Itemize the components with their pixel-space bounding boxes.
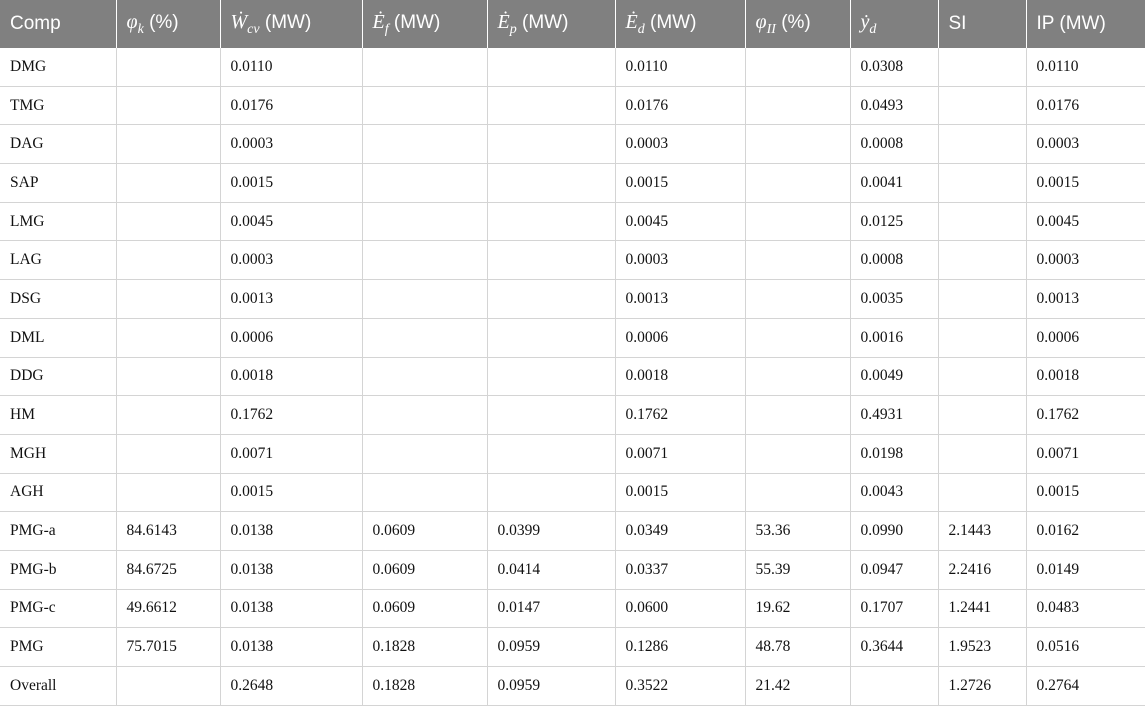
cell-si xyxy=(938,280,1026,319)
cell-w-cv: 0.0015 xyxy=(220,473,362,512)
cell-si xyxy=(938,164,1026,203)
cell-w-cv: 0.0045 xyxy=(220,202,362,241)
cell-ip: 0.0015 xyxy=(1026,473,1145,512)
cell-phi-k xyxy=(116,48,220,86)
cell-e-d: 0.0071 xyxy=(615,434,745,473)
cell-phi-k: 84.6725 xyxy=(116,550,220,589)
table-row xyxy=(0,241,1145,280)
table-row xyxy=(0,280,1145,319)
cell-ip: 0.0110 xyxy=(1026,48,1145,86)
cell-w-cv: 0.0018 xyxy=(220,357,362,396)
cell-comp: LAG xyxy=(0,241,116,280)
cell-w-cv: 0.0110 xyxy=(220,48,362,86)
cell-e-f: 0.1828 xyxy=(362,667,487,706)
cell-phi-ii xyxy=(745,164,850,203)
cell-phi-k: 49.6612 xyxy=(116,589,220,628)
cell-phi-ii xyxy=(745,396,850,435)
table-row xyxy=(0,550,1145,589)
cell-comp: PMG xyxy=(0,628,116,667)
table-row xyxy=(0,512,1145,551)
table-row xyxy=(0,628,1145,667)
cell-phi-ii xyxy=(745,86,850,125)
cell-e-p xyxy=(487,318,615,357)
cell-w-cv: 0.0138 xyxy=(220,550,362,589)
cell-si xyxy=(938,396,1026,435)
cell-w-cv: 0.0006 xyxy=(220,318,362,357)
cell-e-p xyxy=(487,473,615,512)
cell-phi-k xyxy=(116,667,220,706)
cell-e-p xyxy=(487,357,615,396)
cell-phi-k xyxy=(116,434,220,473)
cell-comp: Overall xyxy=(0,667,116,706)
header-phi-k: $\varphi_k$ (%) xyxy=(116,0,220,48)
table-row xyxy=(0,589,1145,628)
cell-e-p xyxy=(487,434,615,473)
cell-ip: 0.0483 xyxy=(1026,589,1145,628)
table-row xyxy=(0,48,1145,86)
table-body xyxy=(0,48,1145,705)
cell-comp: PMG-c xyxy=(0,589,116,628)
cell-phi-ii xyxy=(745,280,850,319)
cell-e-d: 0.0600 xyxy=(615,589,745,628)
cell-e-f: 0.1828 xyxy=(362,628,487,667)
cell-comp: PMG-b xyxy=(0,550,116,589)
table-row xyxy=(0,86,1145,125)
cell-phi-k: 84.6143 xyxy=(116,512,220,551)
cell-e-f: 0.0609 xyxy=(362,512,487,551)
cell-comp: DDG xyxy=(0,357,116,396)
header-ip: IP (MW) xyxy=(1026,0,1145,48)
header-e-f: $Ė_f$ (MW) xyxy=(362,0,487,48)
cell-e-f: 0.0609 xyxy=(362,589,487,628)
cell-w-cv: 0.0003 xyxy=(220,241,362,280)
cell-phi-ii: 21.42 xyxy=(745,667,850,706)
cell-si xyxy=(938,202,1026,241)
cell-y-d: 0.1707 xyxy=(850,589,938,628)
cell-y-d: 0.0308 xyxy=(850,48,938,86)
header-phi-ii: $\varphi_{II}$ (%) xyxy=(745,0,850,48)
cell-e-d: 0.0006 xyxy=(615,318,745,357)
header-row xyxy=(0,0,1145,48)
cell-w-cv: 0.2648 xyxy=(220,667,362,706)
cell-w-cv: 0.0138 xyxy=(220,589,362,628)
cell-phi-ii: 53.36 xyxy=(745,512,850,551)
cell-si: 2.2416 xyxy=(938,550,1026,589)
cell-w-cv: 0.0071 xyxy=(220,434,362,473)
cell-e-p xyxy=(487,164,615,203)
cell-e-p: 0.0414 xyxy=(487,550,615,589)
header-y-d: ẏ$_d$ xyxy=(850,0,938,48)
cell-e-p xyxy=(487,202,615,241)
cell-y-d: 0.0947 xyxy=(850,550,938,589)
cell-si: 2.1443 xyxy=(938,512,1026,551)
cell-phi-ii xyxy=(745,241,850,280)
cell-e-d: 0.1286 xyxy=(615,628,745,667)
cell-e-f: 0.0609 xyxy=(362,550,487,589)
cell-comp: PMG-a xyxy=(0,512,116,551)
cell-e-p xyxy=(487,86,615,125)
cell-w-cv: 0.0138 xyxy=(220,512,362,551)
cell-e-p xyxy=(487,125,615,164)
cell-comp: MGH xyxy=(0,434,116,473)
cell-e-f xyxy=(362,473,487,512)
header-comp: Comp xyxy=(0,0,116,48)
cell-ip: 0.0006 xyxy=(1026,318,1145,357)
cell-e-d: 0.0349 xyxy=(615,512,745,551)
cell-e-f xyxy=(362,48,487,86)
cell-comp: DML xyxy=(0,318,116,357)
cell-phi-k xyxy=(116,86,220,125)
cell-e-d: 0.0015 xyxy=(615,473,745,512)
cell-y-d: 0.4931 xyxy=(850,396,938,435)
table-row xyxy=(0,202,1145,241)
cell-e-p: 0.0399 xyxy=(487,512,615,551)
cell-y-d: 0.0035 xyxy=(850,280,938,319)
header-w-cv: Ẇ$_{cv}$ (MW) xyxy=(220,0,362,48)
cell-phi-k xyxy=(116,357,220,396)
cell-e-f xyxy=(362,434,487,473)
cell-phi-ii: 19.62 xyxy=(745,589,850,628)
header-e-p: $Ė_p$ (MW) xyxy=(487,0,615,48)
cell-ip: 0.0516 xyxy=(1026,628,1145,667)
cell-e-d: 0.1762 xyxy=(615,396,745,435)
cell-si: 1.2441 xyxy=(938,589,1026,628)
cell-phi-k xyxy=(116,202,220,241)
cell-y-d: 0.0041 xyxy=(850,164,938,203)
cell-ip: 0.0003 xyxy=(1026,241,1145,280)
cell-phi-ii xyxy=(745,202,850,241)
cell-e-f xyxy=(362,318,487,357)
cell-ip: 0.0149 xyxy=(1026,550,1145,589)
cell-e-p: 0.0147 xyxy=(487,589,615,628)
table-row xyxy=(0,318,1145,357)
table-row xyxy=(0,667,1145,706)
cell-e-f xyxy=(362,241,487,280)
cell-ip: 0.1762 xyxy=(1026,396,1145,435)
cell-si xyxy=(938,125,1026,164)
cell-phi-k xyxy=(116,164,220,203)
cell-e-f xyxy=(362,202,487,241)
header-si: SI xyxy=(938,0,1026,48)
cell-si xyxy=(938,86,1026,125)
cell-ip: 0.0071 xyxy=(1026,434,1145,473)
cell-si xyxy=(938,357,1026,396)
table-row xyxy=(0,125,1145,164)
table-row xyxy=(0,396,1145,435)
cell-e-f xyxy=(362,86,487,125)
cell-comp: TMG xyxy=(0,86,116,125)
cell-y-d: 0.0493 xyxy=(850,86,938,125)
cell-si xyxy=(938,434,1026,473)
cell-e-p xyxy=(487,48,615,86)
cell-y-d: 0.0008 xyxy=(850,125,938,164)
cell-y-d xyxy=(850,667,938,706)
cell-phi-k xyxy=(116,473,220,512)
cell-phi-k: 75.7015 xyxy=(116,628,220,667)
table-row xyxy=(0,473,1145,512)
cell-y-d: 0.0125 xyxy=(850,202,938,241)
cell-ip: 0.0013 xyxy=(1026,280,1145,319)
cell-y-d: 0.0043 xyxy=(850,473,938,512)
cell-w-cv: 0.0015 xyxy=(220,164,362,203)
cell-comp: DAG xyxy=(0,125,116,164)
cell-ip: 0.0015 xyxy=(1026,164,1145,203)
cell-phi-ii xyxy=(745,125,850,164)
cell-phi-ii: 55.39 xyxy=(745,550,850,589)
cell-ip: 0.0176 xyxy=(1026,86,1145,125)
table-row xyxy=(0,164,1145,203)
cell-si: 1.2726 xyxy=(938,667,1026,706)
cell-e-f xyxy=(362,280,487,319)
cell-e-d: 0.0018 xyxy=(615,357,745,396)
cell-y-d: 0.0049 xyxy=(850,357,938,396)
cell-si xyxy=(938,48,1026,86)
cell-e-p xyxy=(487,396,615,435)
table-row xyxy=(0,434,1145,473)
cell-w-cv: 0.0176 xyxy=(220,86,362,125)
cell-phi-ii: 48.78 xyxy=(745,628,850,667)
cell-e-d: 0.0337 xyxy=(615,550,745,589)
cell-e-d: 0.0176 xyxy=(615,86,745,125)
header-e-d: $Ė_d$ (MW) xyxy=(615,0,745,48)
cell-e-f xyxy=(362,164,487,203)
cell-comp: DMG xyxy=(0,48,116,86)
cell-ip: 0.0003 xyxy=(1026,125,1145,164)
cell-si xyxy=(938,241,1026,280)
cell-y-d: 0.0990 xyxy=(850,512,938,551)
table-row xyxy=(0,357,1145,396)
cell-e-f xyxy=(362,396,487,435)
cell-w-cv: 0.0013 xyxy=(220,280,362,319)
cell-e-p: 0.0959 xyxy=(487,667,615,706)
cell-e-d: 0.0003 xyxy=(615,125,745,164)
cell-e-p: 0.0959 xyxy=(487,628,615,667)
cell-e-f xyxy=(362,357,487,396)
cell-e-d: 0.0003 xyxy=(615,241,745,280)
cell-comp: AGH xyxy=(0,473,116,512)
cell-e-d: 0.0013 xyxy=(615,280,745,319)
cell-y-d: 0.3644 xyxy=(850,628,938,667)
cell-phi-k xyxy=(116,280,220,319)
cell-phi-ii xyxy=(745,434,850,473)
cell-si: 1.9523 xyxy=(938,628,1026,667)
cell-w-cv: 0.0003 xyxy=(220,125,362,164)
cell-phi-ii xyxy=(745,473,850,512)
cell-comp: LMG xyxy=(0,202,116,241)
cell-e-p xyxy=(487,241,615,280)
cell-ip: 0.0162 xyxy=(1026,512,1145,551)
cell-e-d: 0.0015 xyxy=(615,164,745,203)
cell-phi-ii xyxy=(745,318,850,357)
cell-phi-k xyxy=(116,125,220,164)
cell-w-cv: 0.0138 xyxy=(220,628,362,667)
table-header xyxy=(0,0,1145,48)
cell-e-f xyxy=(362,125,487,164)
cell-y-d: 0.0008 xyxy=(850,241,938,280)
cell-comp: DSG xyxy=(0,280,116,319)
cell-phi-ii xyxy=(745,48,850,86)
cell-e-d: 0.3522 xyxy=(615,667,745,706)
cell-phi-k xyxy=(116,318,220,357)
cell-y-d: 0.0016 xyxy=(850,318,938,357)
cell-y-d: 0.0198 xyxy=(850,434,938,473)
cell-e-d: 0.0110 xyxy=(615,48,745,86)
cell-w-cv: 0.1762 xyxy=(220,396,362,435)
cell-si xyxy=(938,473,1026,512)
cell-comp: HM xyxy=(0,396,116,435)
cell-phi-ii xyxy=(745,357,850,396)
cell-e-p xyxy=(487,280,615,319)
cell-ip: 0.0045 xyxy=(1026,202,1145,241)
cell-ip: 0.0018 xyxy=(1026,357,1145,396)
cell-phi-k xyxy=(116,241,220,280)
cell-si xyxy=(938,318,1026,357)
cell-comp: SAP xyxy=(0,164,116,203)
cell-ip: 0.2764 xyxy=(1026,667,1145,706)
cell-e-d: 0.0045 xyxy=(615,202,745,241)
cell-phi-k xyxy=(116,396,220,435)
